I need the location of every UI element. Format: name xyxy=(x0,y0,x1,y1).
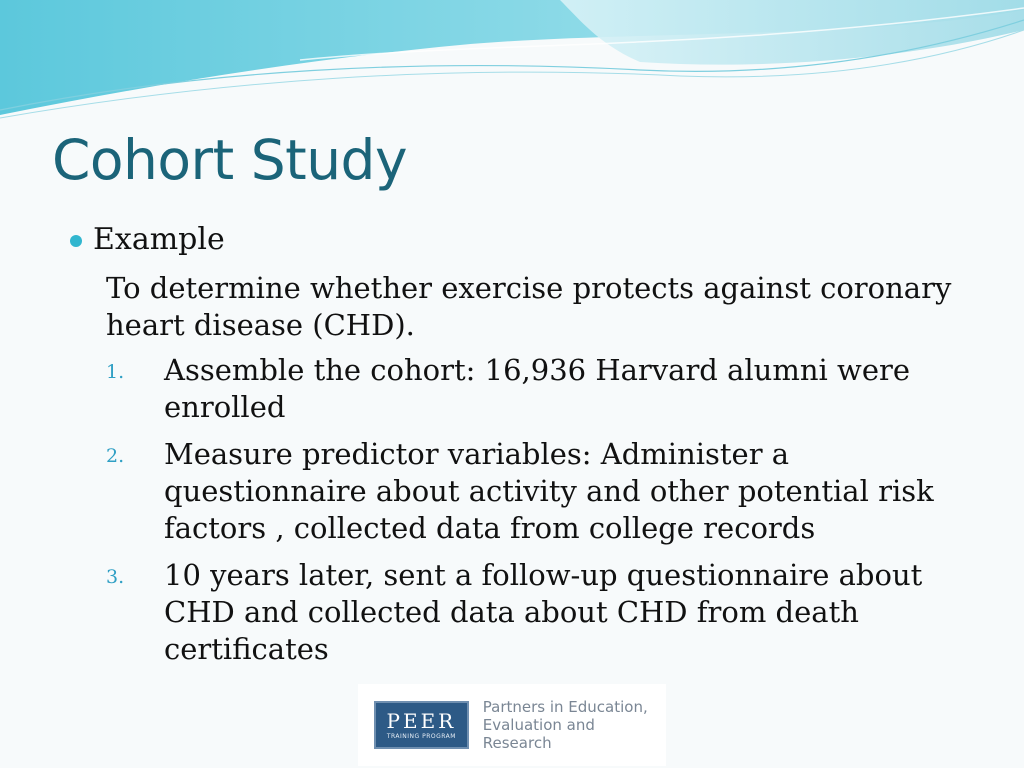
bullet-item xyxy=(70,222,225,257)
step-text: Measure predictor variables: Administer a questionnaire about activity and other potential risk factors , collected data from college records xyxy=(164,437,934,545)
bullet-label: Example xyxy=(93,222,225,257)
peer-badge xyxy=(374,701,469,749)
logo-line-2: Evaluation and Research xyxy=(482,716,595,752)
logo-line-1: Partners in Education, xyxy=(482,698,648,716)
peer-logo xyxy=(358,684,666,766)
list-item xyxy=(106,557,966,668)
badge-main-text: PEER xyxy=(386,708,457,733)
list-item xyxy=(106,436,966,547)
step-number: 3. xyxy=(106,566,125,588)
slide-title: Cohort Study xyxy=(52,128,408,192)
step-text: 10 years later, sent a follow-up questionnaire about CHD and collected data about CHD from death certificates xyxy=(164,558,923,666)
step-number: 2. xyxy=(106,445,125,467)
list-item xyxy=(106,352,966,426)
step-number: 1. xyxy=(106,361,125,383)
steps-list xyxy=(106,352,966,678)
bullet-dot-icon xyxy=(70,235,82,247)
intro-paragraph: To determine whether exercise protects against coronary heart disease (CHD). xyxy=(106,271,952,342)
step-text: Assemble the cohort: 16,936 Harvard alumni were enrolled xyxy=(164,353,911,424)
logo-tagline xyxy=(483,698,666,752)
badge-sub-text: TRAINING PROGRAM xyxy=(386,732,456,740)
header-wave-decoration xyxy=(0,0,1024,130)
